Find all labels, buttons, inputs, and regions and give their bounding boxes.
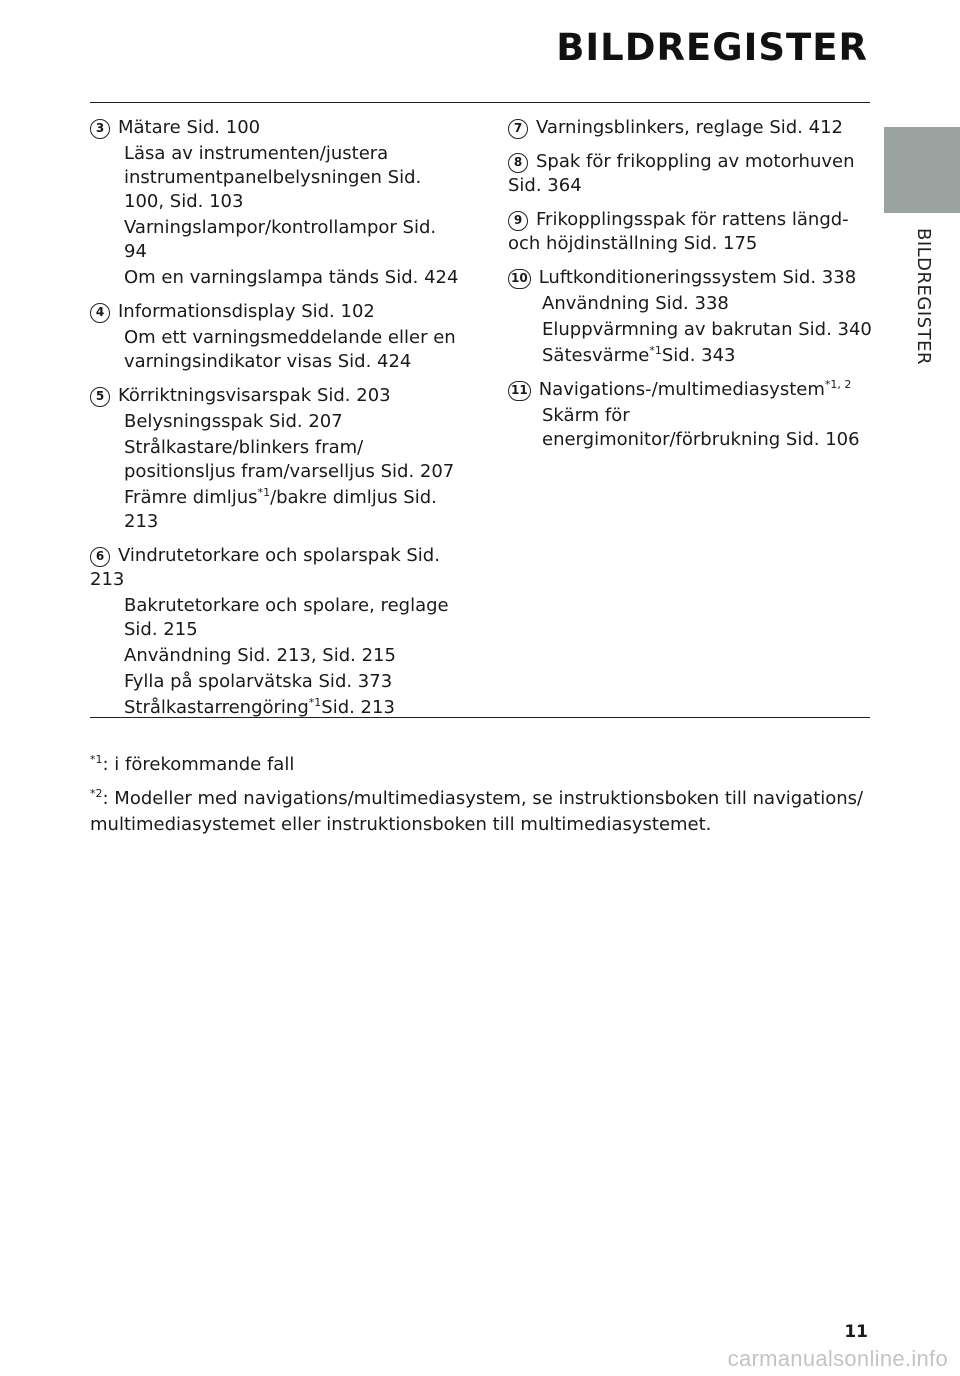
index-item [90,544,460,720]
left-column [90,116,460,730]
footnote-mark: *2 [90,787,103,800]
sub-entry: Eluppvärmning av bakrutan Sid. 340 [542,319,872,340]
item-title-text: Vindrutetorkare och spolarspak Sid. 213 [90,545,440,590]
index-item [508,266,873,368]
item-title-text: Spak för frikoppling av motorhuven Sid. 364 [508,151,855,196]
sub-entry-text: Sid. 213 [321,697,395,718]
item-number-badge: 5 [90,387,110,407]
item-number-badge: 8 [508,153,528,173]
watermark: carmanualsonline.info [727,1346,948,1371]
item-title-text: Körriktningsvisarspak Sid. 203 [118,385,391,406]
item-number-badge: 3 [90,119,110,139]
index-item [508,208,873,256]
index-item-title [508,208,873,256]
index-item [90,116,460,290]
sub-entry-text: Främre dimljus [124,487,258,508]
sub-entry [542,344,873,368]
sub-entries [124,594,460,720]
index-item-title [90,544,460,592]
sub-entry: Användning Sid. 338 [542,293,729,314]
item-number-badge: 6 [90,547,110,567]
sub-entry-text: Sid. 343 [661,345,736,366]
item-number-badge: 11 [508,381,531,401]
item-number-badge: 10 [508,269,531,289]
index-item-title [90,384,460,408]
index-item [508,378,873,452]
sub-entry: Skärm för energimonitor/förbrukning Sid. 106 [542,405,860,450]
sub-entry-text: /bakre dimljus Sid. 213 [124,487,437,532]
item-title-text: Varningsblinkers, reglage Sid. 412 [536,117,843,138]
footnote-text: : i förekommande fall [102,754,295,775]
sub-entry: Om ett varningsmeddelande eller en varningsindikator visas Sid. 424 [124,327,456,372]
index-item-title [508,378,873,402]
sub-entry: Varningslampor/kontrollampor Sid. 94 [124,217,437,262]
right-column [508,116,873,462]
item-title-text: Informationsdisplay Sid. 102 [118,301,375,322]
sub-entry: Bakrutetorkare och spolare, reglage Sid. 215 [124,595,449,640]
sub-entry: Läsa av instrumenten/justera instrumentpanelbelysningen Sid. 100, Sid. 103 [124,143,422,212]
footnote [90,786,870,838]
index-item [90,384,460,534]
chapter-tab-label: BILDREGISTER [913,228,934,365]
footnote-ref: *1 [308,696,322,709]
sub-entry-text: Sätesvärme [542,345,650,366]
footnote [90,752,870,778]
index-item-title [90,116,460,140]
footnote-ref: *1, 2 [824,378,852,391]
item-title-text: Frikopplingsspak för rattens längd- och höjdinställning Sid. 175 [508,209,849,254]
page-title: BILDREGISTER [556,26,868,69]
sub-entries [542,292,873,368]
index-item [508,150,873,198]
sub-entry: Användning Sid. 213, Sid. 215 [124,645,396,666]
index-item-title [508,150,873,198]
footnote-mark: *1 [90,753,103,766]
sub-entry: Fylla på spolarvätska Sid. 373 [124,671,393,692]
footnotes [90,752,870,846]
sub-entry: Belysningsspak Sid. 207 [124,411,343,432]
chapter-tab [884,127,960,213]
sub-entry [124,486,460,534]
item-title-text: Navigations-/multimediasystem [538,379,825,400]
sub-entries [124,410,460,534]
index-item-title [508,266,873,290]
sub-entry: Strålkastare/blinkers fram/ positionsljus fram/varselljus Sid. 207 [124,437,455,482]
index-item-title [90,300,460,324]
item-number-badge: 9 [508,211,528,231]
footnote-ref: *1 [257,486,271,499]
sub-entry-text: Strålkastarrengöring [124,697,309,718]
item-title-text: Mätare Sid. 100 [118,117,261,138]
footnote-text: : Modeller med navigations/multimediasystem, se instruktionsboken till navigations/ multimediasystemet eller instruktionsboken till multimediasystemet. [90,788,864,835]
item-number-badge: 4 [90,303,110,323]
sub-entry: Om en varningslampa tänds Sid. 424 [124,267,459,288]
sub-entries [124,142,460,290]
sub-entries [124,326,460,374]
item-number-badge: 7 [508,119,528,139]
index-item-title [508,116,873,140]
page-number: 11 [844,1322,868,1342]
sub-entries [542,404,873,452]
bottom-divider [90,717,870,718]
index-item [508,116,873,140]
footnote-ref: *1 [649,344,662,357]
top-divider [90,102,870,103]
index-item [90,300,460,374]
item-title-text: Luftkonditioneringssystem Sid. 338 [538,267,857,288]
